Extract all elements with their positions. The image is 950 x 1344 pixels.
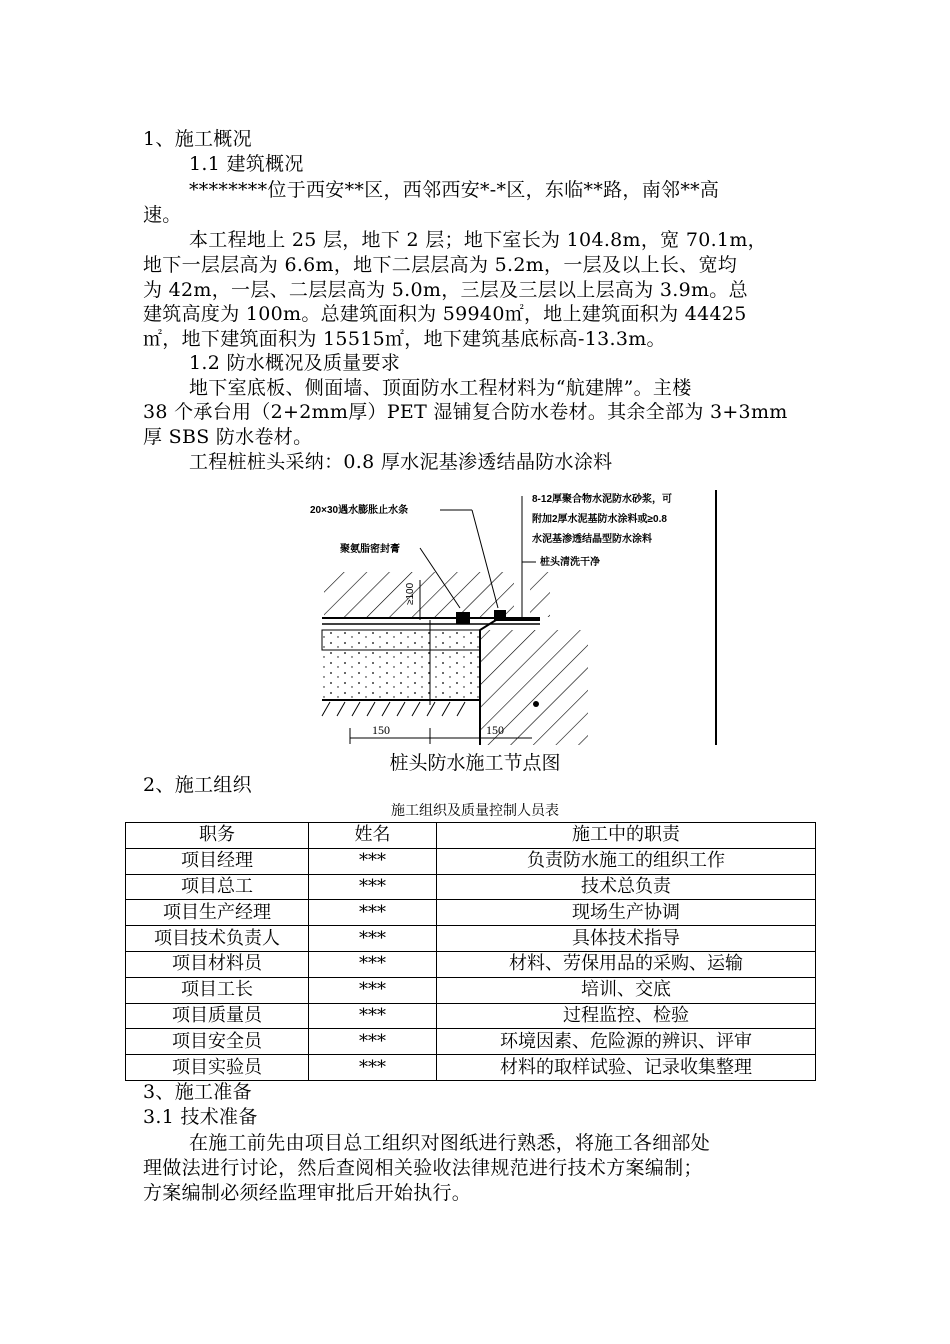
- paragraph-line: 地下室底板、侧面墙、顶面防水工程材料为“航建牌”。主楼: [189, 377, 692, 399]
- table-cell: 负责防水施工的组织工作: [437, 848, 816, 874]
- table-cell: 项目总工: [126, 874, 309, 900]
- table-cell: 项目工长: [126, 977, 309, 1003]
- table-row: [126, 1003, 816, 1029]
- water-stop-strip: [494, 610, 506, 620]
- table-caption: 施工组织及质量控制人员表: [391, 803, 559, 819]
- table-cell: ***: [309, 926, 437, 952]
- table-cell: 技术总负责: [437, 874, 816, 900]
- table-row: [126, 1055, 816, 1081]
- clean-label: 桩头清洗干净: [540, 557, 600, 568]
- table-cell: ***: [309, 951, 437, 977]
- table-row: [126, 951, 816, 977]
- table-row: [126, 1029, 816, 1055]
- dim-left-label: 150: [372, 723, 390, 737]
- paragraph-line: 理做法进行讨论，然后查阅相关验收法律规范进行技术方案编制；: [143, 1157, 703, 1179]
- table-cell: ***: [309, 1029, 437, 1055]
- paragraph-line: 速。: [143, 204, 182, 226]
- table-header-row: [126, 823, 816, 849]
- table-cell: 项目质量员: [126, 1003, 309, 1029]
- paragraph-line: 方案编制必须经监理审批后开始执行。: [143, 1182, 472, 1204]
- table-cell: 材料、劳保用品的采购、运输: [437, 951, 816, 977]
- paragraph-line: 本工程地上 25 层，地下 2 层；地下室长为 104.8m，宽 70.1m，: [189, 229, 767, 251]
- paragraph-line: 为 42m，一层、二层层高为 5.0m，三层及三层以上层高为 3.9m。总: [143, 279, 748, 301]
- table-cell: ***: [309, 1055, 437, 1081]
- table-row: [126, 848, 816, 874]
- table-cell: ***: [309, 977, 437, 1003]
- sealant-label: 聚氨脂密封膏: [340, 544, 400, 555]
- table-cell: 项目生产经理: [126, 900, 309, 926]
- table-cell: 环境因素、危险源的辨识、评审: [437, 1029, 816, 1055]
- paragraph-line: 建筑高度为 100m。总建筑面积为 59940㎡，地上建筑面积为 44425: [143, 303, 747, 325]
- sealant-block: [456, 612, 470, 624]
- section-1-title: 1、施工概况: [143, 128, 252, 150]
- table-row: [126, 926, 816, 952]
- table-cell: 材料的取样试验、记录收集整理: [437, 1055, 816, 1081]
- header-cell: 姓名: [309, 823, 437, 849]
- mortar-label-line: 附加2厚水泥基防水涂料或≥0.8: [532, 514, 667, 525]
- table-cell: 现场生产协调: [437, 900, 816, 926]
- table-cell: 过程监控、检验: [437, 1003, 816, 1029]
- paragraph-line: 38 个承台用（2+2mm厚）PET 湿铺复合防水卷材。其余全部为 3+3mm: [143, 401, 788, 423]
- table-row: [126, 874, 816, 900]
- section-1-1-title: 1.1 建筑概况: [189, 153, 304, 175]
- table-cell: 项目安全员: [126, 1029, 309, 1055]
- section-3-title: 3、施工准备: [143, 1081, 252, 1103]
- header-cell: 职务: [126, 823, 309, 849]
- table-cell: 项目材料员: [126, 951, 309, 977]
- mortar-label-line: 8-12厚聚合物水泥防水砂浆，可: [532, 494, 673, 505]
- table-row: [126, 977, 816, 1003]
- paragraph-line: 在施工前先由项目总工组织对图纸进行熟悉，将施工各细部处: [189, 1132, 711, 1154]
- header-cell: 施工中的职责: [437, 823, 816, 849]
- dim-vertical-label: ≥100: [405, 582, 416, 605]
- section-1-2-title: 1.2 防水概况及质量要求: [189, 352, 401, 374]
- table-cell: 具体技术指导: [437, 926, 816, 952]
- section-3-1-title: 3.1 技术准备: [143, 1106, 258, 1128]
- table-cell: 项目实验员: [126, 1055, 309, 1081]
- pile-head-waterproof-diagram: [300, 480, 730, 750]
- personnel-table: [125, 822, 816, 1081]
- table-cell: 培训、交底: [437, 977, 816, 1003]
- mortar-label-line: 水泥基渗透结晶型防水涂料: [532, 534, 652, 545]
- dim-right-label: 150: [486, 723, 504, 737]
- table-cell: ***: [309, 848, 437, 874]
- paragraph-line: ********位于西安**区，西邻西安*-*区，东临**路，南邻**高: [189, 179, 720, 201]
- table-row: [126, 900, 816, 926]
- paragraph-line: ㎡，地下建筑面积为 15515㎡，地下建筑基底标高-13.3m。: [143, 328, 666, 350]
- table-cell: ***: [309, 874, 437, 900]
- section-2-title: 2、施工组织: [143, 774, 252, 796]
- paragraph-line: 工程桩桩头采纳：0.8 厚水泥基渗透结晶防水涂料: [189, 451, 613, 473]
- paragraph-line: 厚 SBS 防水卷材。: [143, 426, 313, 448]
- table-cell: 项目经理: [126, 848, 309, 874]
- table-cell: ***: [309, 900, 437, 926]
- figure-caption: 桩头防水施工节点图: [389, 752, 561, 774]
- table-cell: 项目技术负责人: [126, 926, 309, 952]
- concrete-slab-hatch: [324, 572, 514, 617]
- table-cell: ***: [309, 1003, 437, 1029]
- paragraph-line: 地下一层层高为 6.6m，地下二层层高为 5.2m，一层及以上长、宽均: [143, 254, 738, 276]
- strip-label: 20×30遇水膨胀止水条: [310, 505, 409, 516]
